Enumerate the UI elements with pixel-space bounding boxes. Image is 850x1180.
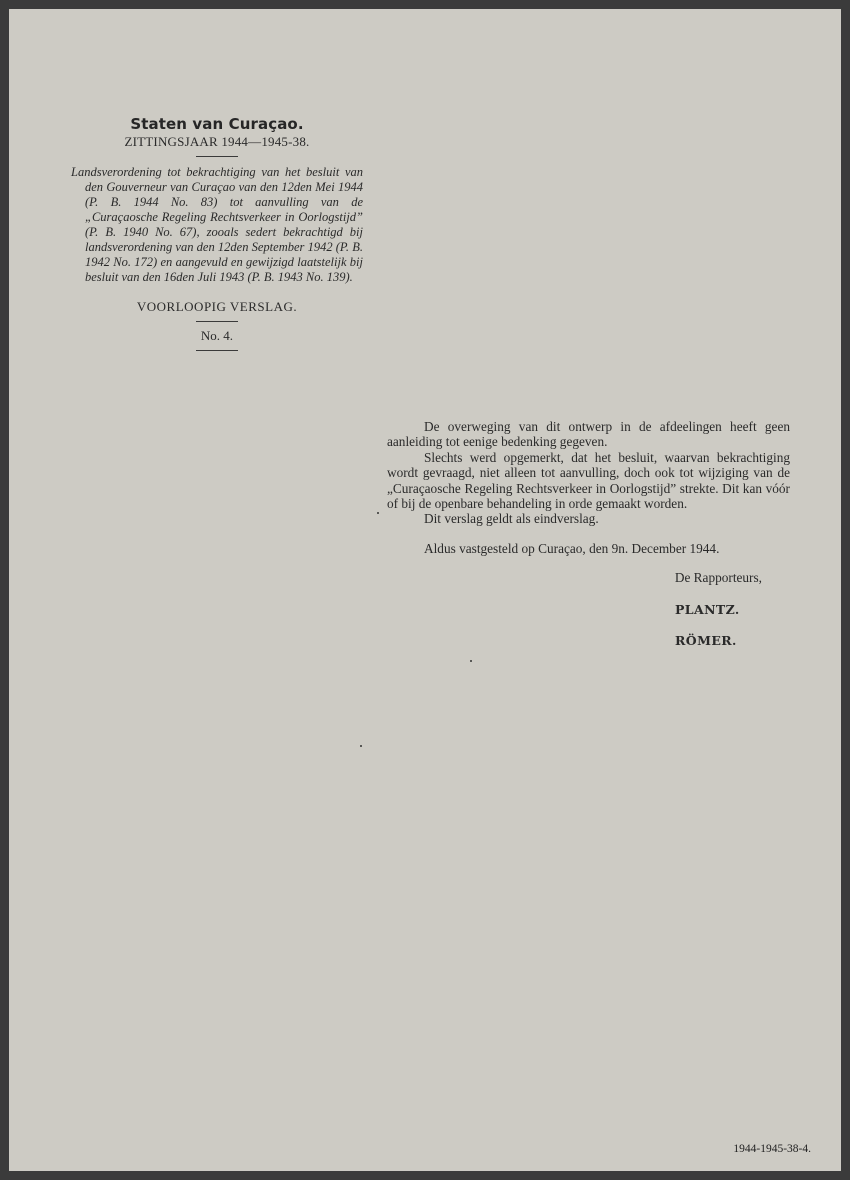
paper-speck [360, 745, 362, 747]
rapporteurs-label: De Rapporteurs, [674, 570, 762, 586]
signatory-name: PLANTZ. [675, 601, 740, 617]
closing-line: Aldus vastgesteld op Curaçao, den 9n. December 1944. [424, 540, 720, 556]
subject-text: Landsverordening tot bekrachtiging van het besluit van den Gouverneur van Curaçao van den 12den Mei 1944 (P. B. 1944 No. 83) tot aanvulling van de „Curaçaosche Regeling Rechtsverkeer in Oorlogstijd” (P. B. 1940 No. 67), zooals sedert bekrachtigd bij landsverordening van den 12den September 1942 (P. B. 1942 No. 172) en aangevuld en gewijzigd laatstelijk bij besluit van den 16den Juli 1943 (P. B. 1943 No. 139). [71, 165, 363, 284]
body-paragraph: Dit verslag geldt als eindverslag. [424, 511, 599, 527]
paper-speck [377, 512, 379, 514]
paper-speck [470, 660, 472, 662]
session-year: ZITTINGSJAAR 1944—1945-38. [124, 134, 310, 149]
report-body [387, 419, 790, 648]
divider [196, 321, 238, 322]
divider [196, 156, 238, 157]
document-code: 1944-1945-38-4. [733, 1143, 811, 1155]
document-page [9, 9, 841, 1171]
body-paragraph: Slechts werd opgemerkt, dat het besluit, waarvan bekrachtiging wordt gevraagd, niet alleen tot aanvulling, doch ook tot wijziging van de „Curaçaosche Regeling Rechtsverkeer in Oorlogstijd” strekte. Dit kan vóór of bij de openbare behandeling in orde gemaakt worden. [387, 449, 790, 512]
document-title: Staten van Curaçao. [130, 115, 304, 133]
body-paragraph: De overweging van dit ontwerp in de afdeelingen heeft geen aanleiding tot eenige bedenking gegeven. [387, 419, 790, 450]
report-number: No. 4. [200, 328, 234, 343]
report-type: VOORLOOPIG VERSLAG. [136, 299, 298, 314]
header-block [71, 115, 363, 357]
signatory-name: RÖMER. [675, 633, 737, 649]
divider [196, 350, 238, 351]
